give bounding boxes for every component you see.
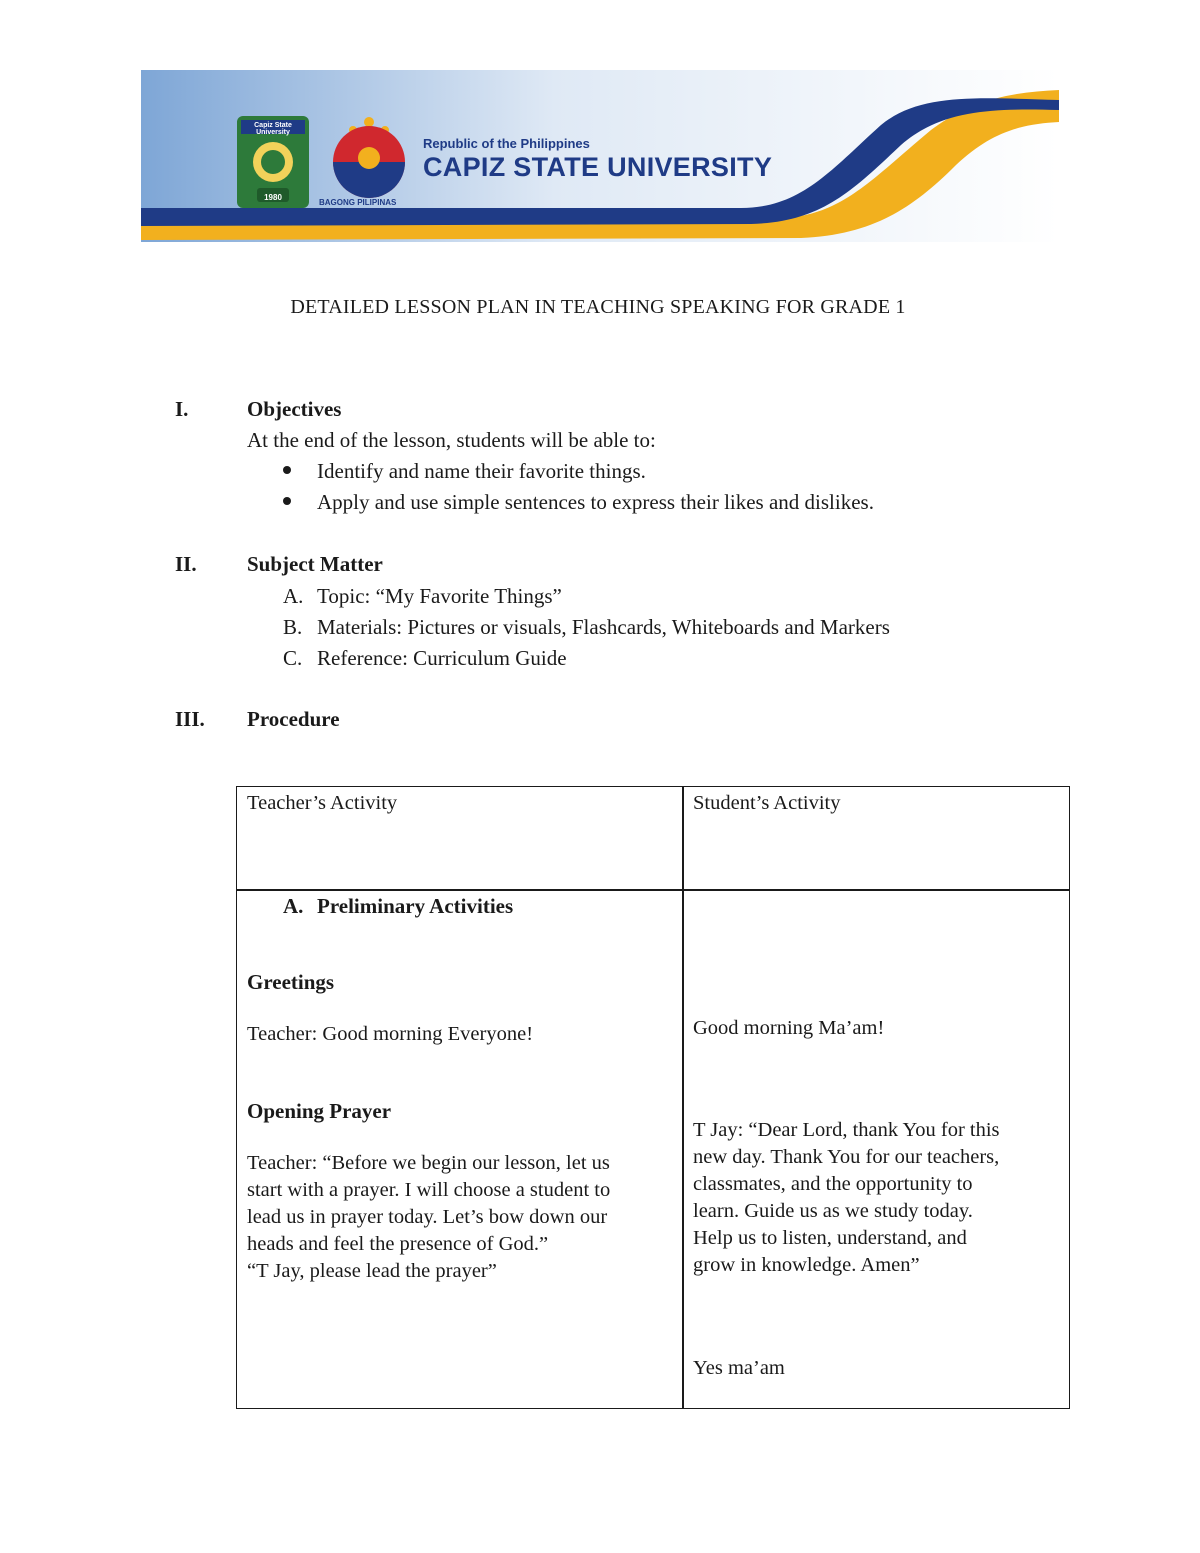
list-letter: A. [283,584,304,608]
subject-matter-item: Reference: Curriculum Guide [317,646,567,670]
student-prayer-line: grow in knowledge. Amen” [693,1254,920,1276]
list-letter: C. [283,646,303,670]
subject-matter-item: Materials: Pictures or visuals, Flashcards, Whiteboards and Markers [317,615,890,639]
table-column-divider [682,786,684,1409]
student-prayer-text [693,1117,1000,1279]
teacher-prayer-line: heads and feel the presence of God.” [247,1233,549,1255]
student-greeting: Good morning Ma’am! [693,1017,885,1039]
bullet-dot [283,497,291,505]
seal-year: 1980 [264,193,282,202]
republic-text: Republic of the Philippines [423,136,590,151]
list-letter: B. [283,615,303,639]
opening-prayer-heading: Opening Prayer [247,1099,392,1123]
section-numeral-subject-matter: II. [175,552,197,576]
greetings-heading: Greetings [247,970,335,994]
objective-bullet: Identify and name their favorite things. [317,459,646,483]
seal-label: Capiz State University [254,122,292,136]
university-name: CAPIZ STATE UNIVERSITY [423,152,773,182]
bullet-dot [283,466,291,474]
table-header-teacher: Teacher’s Activity [247,792,398,814]
teacher-prayer-line: lead us in prayer today. Let’s bow down our [247,1206,608,1228]
teacher-prayer-line: start with a prayer. I will choose a student to [247,1179,611,1201]
student-prayer-line: T Jay: “Dear Lord, thank You for this [693,1119,1000,1141]
table-header-student: Student’s Activity [693,792,841,814]
bagong-pilipinas-text: BAGONG PILIPINAS [319,198,397,207]
objectives-intro: At the end of the lesson, students will be able to: [247,428,656,452]
subject-matter-item: Topic: “My Favorite Things” [317,584,562,608]
teacher-prayer-line: “T Jay, please lead the prayer” [247,1260,497,1282]
teacher-prayer-text [247,1150,610,1285]
section-numeral-procedure: III. [175,707,205,731]
student-reply: Yes ma’am [693,1357,785,1379]
document-title: DETAILED LESSON PLAN IN TEACHING SPEAKING FOR GRADE 1 [290,296,906,318]
objective-bullet: Apply and use simple sentences to express their likes and dislikes. [317,490,874,514]
student-prayer-line: new day. Thank You for our teachers, [693,1146,1000,1168]
student-prayer-line: learn. Guide us as we study today. [693,1200,973,1222]
section-heading-subject-matter: Subject Matter [247,552,383,576]
table-row-divider [236,889,1070,891]
section-numeral-objectives: I. [175,397,189,421]
procedure-table [236,786,1070,1409]
section-heading-objectives: Objectives [247,397,342,421]
teacher-greeting: Teacher: Good morning Everyone! [247,1023,534,1045]
university-banner [141,70,1059,242]
preliminary-letter: A. [283,894,304,918]
student-prayer-line: Help us to listen, understand, and [693,1227,967,1249]
teacher-prayer-line: Teacher: “Before we begin our lesson, let us [247,1152,610,1174]
student-prayer-line: classmates, and the opportunity to [693,1173,973,1195]
section-heading-procedure: Procedure [247,707,340,731]
preliminary-heading: Preliminary Activities [317,894,514,918]
